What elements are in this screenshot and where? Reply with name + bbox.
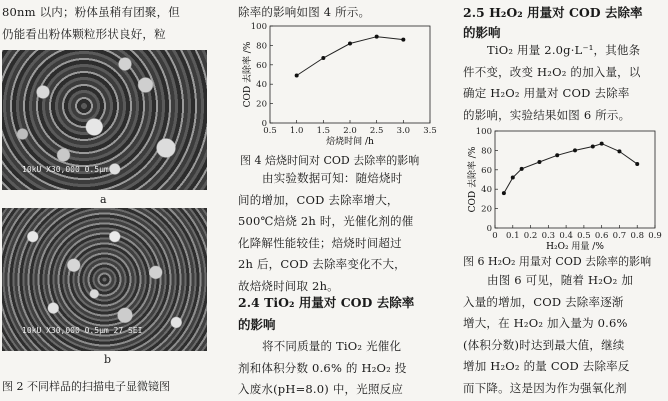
x-tick-label: 1.5 (316, 126, 331, 136)
section-heading-cont: 的影响 (238, 317, 276, 332)
x-tick-label: 0.2 (523, 231, 538, 241)
body-text-line: 剂和体积分数 0.6% 的 H₂O₂ 投 (238, 360, 407, 375)
data-point (573, 148, 577, 152)
body-text-line: 故焙烧时间取 2h。 (238, 278, 339, 293)
body-text-line: 化降解性能较佳；焙烧时间超过 (238, 235, 402, 250)
sem-image-a (2, 50, 207, 190)
data-point (635, 162, 639, 166)
figure-caption: 图 2 不同样品的扫描电子显微镜图 (2, 380, 170, 393)
y-tick-label: 0 (261, 119, 267, 129)
body-text-line: 增大，在 H₂O₂ 加入量为 0.6% (463, 316, 628, 330)
x-tick-label: 0.3 (541, 231, 556, 241)
x-tick-label: 2.0 (343, 126, 357, 136)
x-axis-label: H₂O₂ 用量 /% (546, 242, 604, 252)
data-point (348, 41, 352, 45)
x-tick-label: 0.7 (612, 231, 627, 241)
figure-sublabel: a (100, 193, 107, 206)
x-tick-label: 0.8 (630, 231, 644, 241)
y-tick-label: 40 (256, 80, 267, 91)
data-point (520, 167, 524, 171)
x-tick-label: 0 (492, 231, 498, 241)
x-axis-label: 焙烧时间 /h (326, 137, 374, 147)
sem-image-b (2, 208, 207, 351)
x-tick-label: 1.0 (289, 126, 304, 136)
x-tick-label: 0.5 (263, 126, 277, 136)
figure-sublabel: b (104, 353, 112, 366)
data-point (591, 145, 595, 149)
x-tick-label: 2.5 (369, 126, 384, 136)
y-tick-label: 80 (256, 41, 267, 52)
body-text-line: 间的增加，COD 去除率增大， (238, 192, 399, 207)
body-text-line: 增加 H₂O₂ 的量 COD 去除率反 (463, 359, 630, 373)
data-point (502, 191, 506, 195)
body-text-line: 的影响，实验结果如图 6 所示。 (463, 107, 631, 122)
data-point (375, 35, 379, 39)
paragraph (238, 336, 407, 401)
figure-caption: 图 4 焙烧时间对 COD 去除率的影响 (240, 154, 420, 167)
body-text-line: 仍能看出粉体颗粒形状良好，粒 (2, 27, 166, 41)
data-point (401, 38, 405, 42)
body-text-line: 确定 H₂O₂ 用量对 COD 去除率 (463, 86, 630, 100)
y-tick-label: 60 (256, 60, 267, 71)
figure-caption: 图 6 H₂O₂ 用量对 COD 去除率的影响 (463, 255, 652, 268)
y-tick-label: 100 (250, 22, 267, 32)
data-point (600, 142, 604, 146)
data-point (295, 73, 299, 77)
body-text-line: 除率的影响如图 4 所示。 (238, 5, 371, 19)
x-tick-label: 0.5 (577, 231, 591, 241)
section-heading: 2.5 H₂O₂ 用量对 COD 去除率 (463, 5, 643, 20)
y-tick-label: 0 (486, 224, 492, 234)
plot-frame (270, 26, 430, 123)
body-text-line: TiO₂ 用量 2.0g·L⁻¹，其他条 (487, 43, 641, 57)
x-tick-label: 0.6 (594, 231, 609, 241)
data-point (537, 160, 541, 164)
x-tick-label: 0.4 (559, 231, 573, 241)
body-text-line: 入废水(pH=8.0) 中，光照反应 (238, 382, 404, 396)
sem-scale-label: 10kU X30,000 0.5μm (22, 165, 109, 174)
data-point (617, 149, 621, 153)
y-tick-label: 60 (481, 165, 492, 176)
paragraph (238, 168, 413, 297)
section-heading-cont: 的影响 (463, 25, 501, 40)
paragraph (463, 270, 633, 399)
body-text-line: 由图 6 可见，随着 H₂O₂ 加 (487, 273, 634, 287)
data-point (511, 176, 515, 180)
data-point (555, 153, 559, 157)
body-text-line: 将不同质量的 TiO₂ 光催化 (262, 339, 402, 353)
plot-frame (495, 131, 655, 228)
x-tick-label: 3.5 (423, 126, 437, 136)
data-point (321, 56, 325, 60)
y-tick-label: 40 (481, 185, 492, 196)
x-tick-label: 0.9 (648, 231, 662, 241)
section-heading: 2.4 TiO₂ 用量对 COD 去除率 (238, 295, 415, 310)
y-axis-label: COD 去除率 /% (243, 41, 253, 108)
paragraph (463, 40, 641, 126)
x-tick-label: 0.1 (506, 231, 520, 241)
x-tick-label: 3.0 (396, 126, 411, 136)
body-text-line: 80nm 以内；粉体虽稍有团聚，但 (2, 5, 180, 19)
body-text-line: 件不变，改变 H₂O₂ 的加入量，以 (463, 64, 641, 79)
body-text-line: 入量的增加，COD 去除率逐渐 (463, 294, 624, 309)
body-text-line: 而下降。这是因为作为强氧化剂 (463, 380, 627, 395)
body-text-line: 由实验数据可知：随焙烧时 (262, 171, 403, 185)
body-text-line: (体积分数)时达到最大值，继续 (463, 337, 625, 352)
y-tick-label: 80 (481, 146, 492, 157)
body-text-line: 2h 后，COD 去除率变化不大， (238, 257, 406, 271)
figure-4-chart (230, 20, 440, 152)
body-text-line: 500℃焙烧 2h 时，光催化剂的催 (238, 214, 414, 228)
figure-6-chart (455, 125, 665, 253)
y-axis-label: COD 去除率 /% (468, 146, 478, 213)
series-line (504, 144, 637, 194)
sem-scale-label: 10kU X30,000 0.5μm 27 SEI (22, 326, 143, 335)
y-tick-label: 20 (481, 204, 492, 215)
y-tick-label: 20 (256, 99, 267, 110)
y-tick-label: 100 (475, 127, 492, 137)
